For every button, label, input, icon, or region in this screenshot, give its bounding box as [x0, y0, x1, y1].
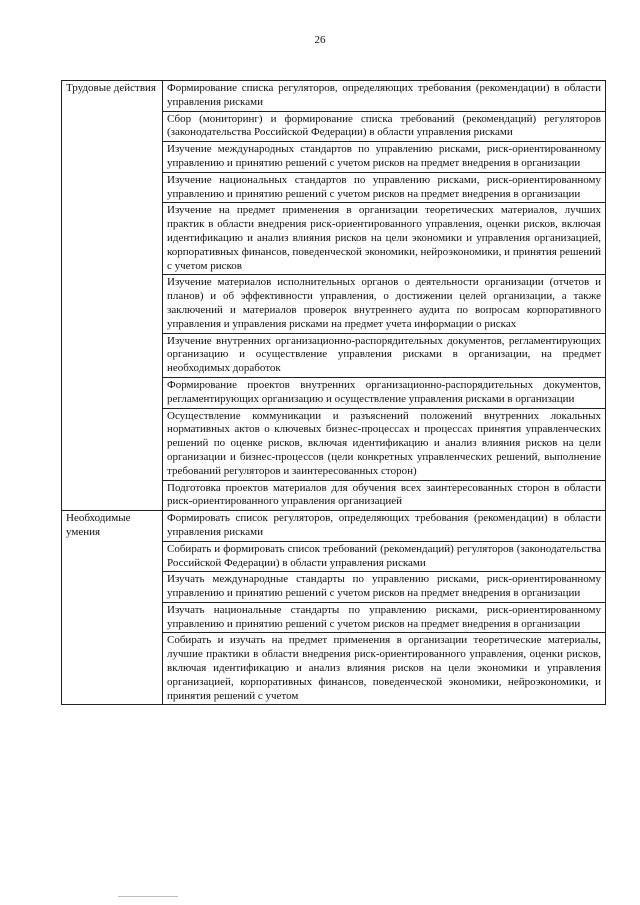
table-cell: Сбор (мониторинг) и формирование списка требований (рекомендаций) регуляторов (законодательства Российской Федерации) в области управления рисками: [163, 111, 606, 142]
table-cell: Изучать международные стандарты по управлению рисками, риск-ориентированному управлению и принятию решений с учетом рисков на предмет внедрения в организации: [163, 572, 606, 603]
requirements-table: [61, 80, 606, 705]
table-cell: Собирать и изучать на предмет применения в организации теоретические материалы, лучшие практики в области внедрения риск-ориентированного управления, оценки рисков, включая идентификацию и анализ влияния рисков на цели экономики и управления организацией, корпоративных финансов, поведенческой экономики, нейроэкономики, и принятия решений с учетом: [163, 633, 606, 705]
table-cell: Изучение материалов исполнительных органов о деятельности организации (отчетов и планов) и об эффективности управления, о достижении целей организации, а также заключений и материалов проверок внутреннего аудита по вопросам корпоративного управления и управления рисками на предмет учета информации о рисках: [163, 275, 606, 333]
section-label: Трудовые действия: [62, 81, 163, 511]
table-cell: Формировать список регуляторов, определяющих требования (рекомендации) в области управления рисками: [163, 511, 606, 542]
table-cell: Осуществление коммуникации и разъяснений положений внутренних локальных нормативных актов о ключевых бизнес-процессах и процессах принятия управленческих решений по оценке рисков, включая идентификацию и анализ влияния рисков на цели организации и бизнес-процессов (цели конкретных управленческих решений, выполнение требований регуляторов и заинтересованных сторон): [163, 408, 606, 480]
page-number: 26: [314, 34, 326, 46]
table-cell: Формирование списка регуляторов, определяющих требования (рекомендации) в области управления рисками: [163, 81, 606, 112]
scan-artifact: [118, 896, 178, 897]
table-cell: Изучение внутренних организационно-распорядительных документов, регламентирующих организацию и осуществление управления рисками в организации, на предмет необходимых доработок: [163, 333, 606, 377]
table-cell: Изучение национальных стандартов по управлению рисками, риск-ориентированному управлению и принятию решений с учетом рисков на предмет внедрения в организации: [163, 172, 606, 203]
table-cell: Собирать и формировать список требований (рекомендаций) регуляторов (законодательства Российской Федерации) в области управления рисками: [163, 541, 606, 572]
table-cell: Формирование проектов внутренних организационно-распорядительных документов, регламентирующих организацию и осуществление управления рисками в организации: [163, 377, 606, 408]
table-cell: Изучать национальные стандарты по управлению рисками, риск-ориентированному управлению и принятию решений с учетом рисков на предмет внедрения в организации: [163, 602, 606, 633]
table-row: [62, 511, 606, 542]
table-cell: Изучение на предмет применения в организации теоретических материалов, лучших практик в области внедрения риск-ориентированного управления, оценки рисков, включая идентификацию и анализ влияния рисков на цели экономики и управления организацией, корпоративных финансов, поведенческой экономики, нейроэкономики, и принятия решений с учетом рисков: [163, 203, 606, 275]
table-row: [62, 81, 606, 112]
table-cell: Подготовка проектов материалов для обучения всех заинтересованных сторон в области риск-ориентированного управления организацией: [163, 480, 606, 511]
table-cell: Изучение международных стандартов по управлению рисками, риск-ориентированному управлению и принятию решений с учетом рисков на предмет внедрения в организации: [163, 142, 606, 173]
section-label: Необходимые умения: [62, 511, 163, 705]
